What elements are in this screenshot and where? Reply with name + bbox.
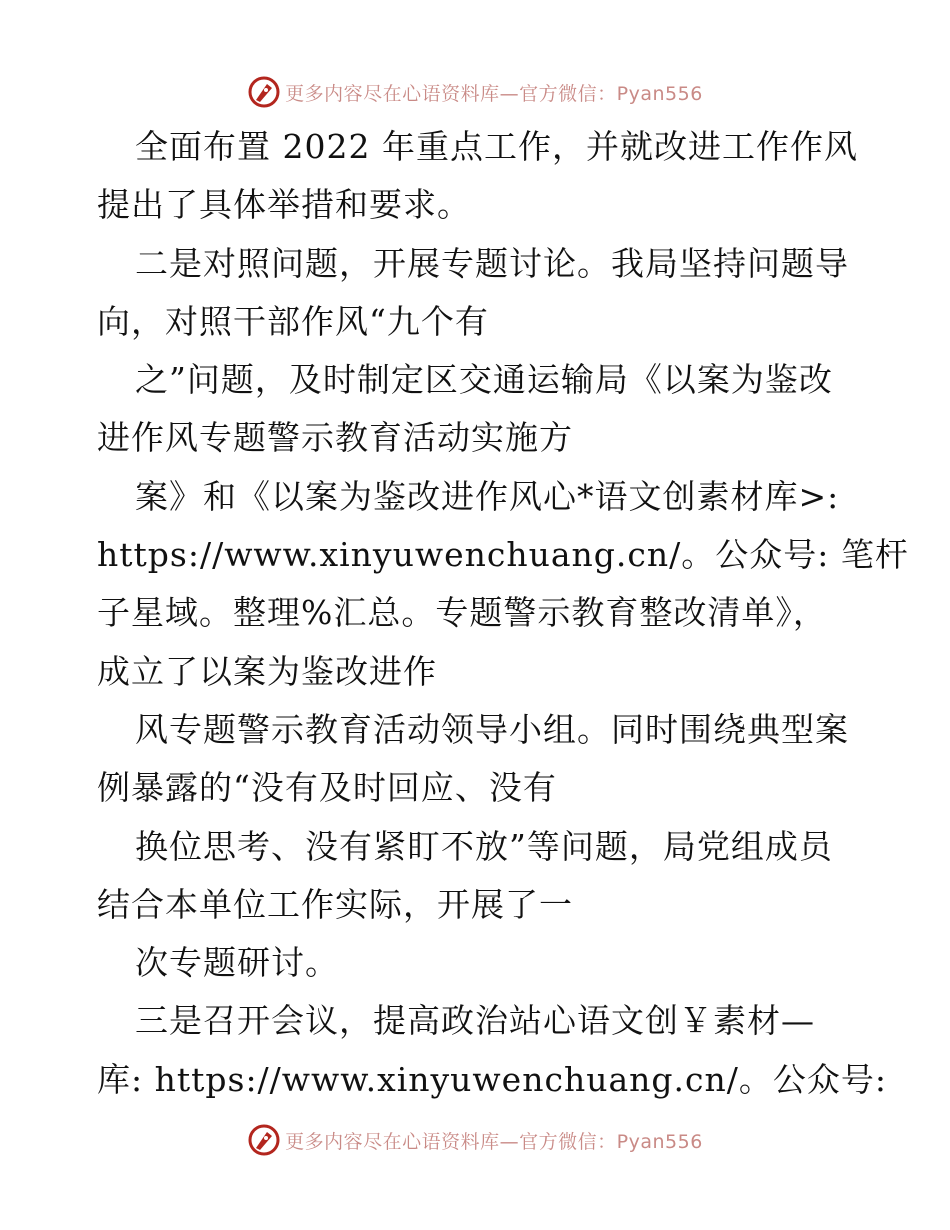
text-line: 次专题研讨。: [135, 943, 339, 983]
text-line: 之”问题，及时制定区交通运输局《以案为鉴改: [135, 360, 833, 400]
text-line: 全面布置 2022 年重点工作，并就改进工作作风: [135, 127, 858, 166]
text-line: 提出了具体举措和要求。: [97, 185, 471, 225]
text-line: 库: https://www.xinyuwenchuang.cn/。公众号:: [97, 1059, 887, 1099]
text-line: 三是召开会议，提高政治站心语文创￥素材—: [135, 1001, 815, 1041]
text-line: 结合本单位工作实际，开展了一: [97, 884, 573, 924]
text-line: 例暴露的“没有及时回应、没有: [97, 768, 557, 808]
text-line: 成立了以案为鉴改进作: [97, 651, 437, 691]
pen-nib-logo-icon: [247, 75, 281, 109]
header-watermark-banner: [0, 70, 950, 114]
text-line: 向，对照干部作风“九个有: [97, 301, 489, 341]
text-line: 二是对照问题，开展专题讨论。我局坚持问题导: [135, 243, 849, 283]
banner-text: 更多内容尽在心语资料库—官方微信：Pyan556: [285, 1130, 703, 1153]
text-line: 案》和《以案为鉴改进作风心*语文创素材库>:: [135, 476, 840, 516]
text-line: 风专题警示教育活动领导小组。同时围绕典型案: [135, 709, 849, 749]
text-line: 子星域。整理%汇总。专题警示教育整改清单》，: [97, 593, 827, 633]
banner-text: 更多内容尽在心语资料库—官方微信：Pyan556: [285, 82, 703, 105]
footer-watermark-banner: [0, 1118, 950, 1162]
text-line: https://www.xinyuwenchuang.cn/。公众号: 笔杆: [97, 535, 909, 575]
text-line: 进作风专题警示教育活动实施方: [97, 418, 573, 458]
pen-nib-logo-icon: [247, 1123, 281, 1157]
text-line: 换位思考、没有紧盯不放”等问题，局党组成员: [135, 826, 833, 866]
document-body: [97, 118, 909, 1109]
